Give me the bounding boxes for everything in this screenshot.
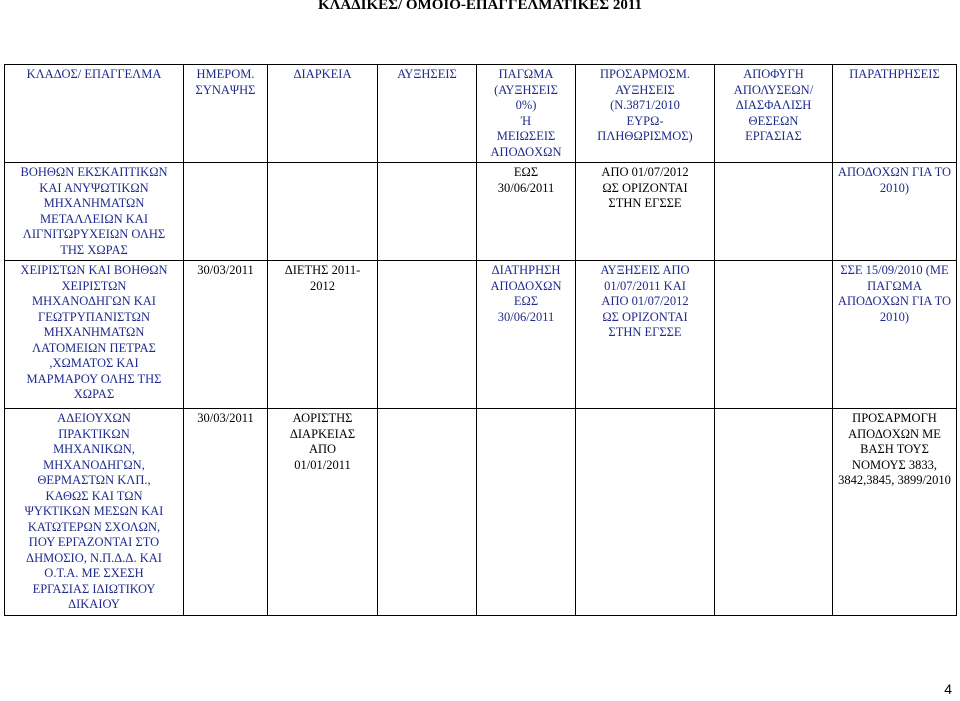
table-cell xyxy=(715,163,833,261)
table-cell: ΑΟΡΙΣΤΗΣ ΔΙΑΡΚΕΙΑΣ ΑΠΟ 01/01/2011 xyxy=(268,409,378,616)
table-cell: ΣΣΕ 15/09/2010 (ΜΕ ΠΑΓΩΜΑ ΑΠΟΔΟΧΩΝ ΓΙΑ ΤΟ 2010) xyxy=(833,261,957,409)
header-cell: ΑΥΞΗΣΕΙΣ xyxy=(378,65,477,163)
table-cell xyxy=(378,163,477,261)
table-row xyxy=(5,163,957,261)
header-cell: ΠΑΡΑΤΗΡΗΣΕΙΣ xyxy=(833,65,957,163)
header-cell: ΔΙΑΡΚΕΙΑ xyxy=(268,65,378,163)
table-cell xyxy=(715,409,833,616)
table-cell xyxy=(477,409,576,616)
page-title: ΚΛΑΔΙΚΕΣ/ ΟΜΟΙΟ-ΕΠΑΓΓΕΛΜΑΤΙΚΕΣ 2011 xyxy=(317,0,642,13)
table-cell: 30/03/2011 xyxy=(184,261,268,409)
header-cell: ΚΛΑΔΟΣ/ ΕΠΑΓΓΕΛΜΑ xyxy=(5,65,184,163)
table-cell: ΑΔΕΙΟΥΧΩΝ ΠΡΑΚΤΙΚΩΝ ΜΗΧΑΝΙΚΩΝ, ΜΗΧΑΝΟΔΗΓΩΝ, ΘΕΡΜΑΣΤΩΝ ΚΛΠ., ΚΑΘΩΣ ΚΑΙ ΤΩΝ ΨΥΚΤΙΚΩΝ ΜΕΣΩΝ ΚΑΙ ΚΑΤΩΤΕΡΩΝ ΣΧΟΛΩΝ, ΠΟΥ ΕΡΓΑΖΟΝΤΑΙ ΣΤΟ ΔΗΜΟΣΙΟ, Ν.Π.Δ.Δ. ΚΑΙ Ο.Τ.Α. ΜΕ ΣΧΕΣΗ ΕΡΓΑΣΙΑΣ ΙΔΙΩΤΙΚΟΥ ΔΙΚΑΙΟΥ xyxy=(5,409,184,616)
table-cell: ΒΟΗΘΩΝ ΕΚΣΚΑΠΤΙΚΩΝ ΚΑΙ ΑΝΥΨΩΤΙΚΩΝ ΜΗΧΑΝΗΜΑΤΩΝ ΜΕΤΑΛΛΕΙΩΝ ΚΑΙ ΛΙΓΝΙΤΩΡΥΧΕΙΩΝ ΟΛΗΣ ΤΗΣ ΧΩΡΑΣ xyxy=(5,163,184,261)
header-row xyxy=(5,65,957,163)
table-row xyxy=(5,261,957,409)
table-cell xyxy=(268,163,378,261)
table-row xyxy=(5,409,957,616)
table-cell: ΑΠΟΔΟΧΩΝ ΓΙΑ ΤΟ 2010) xyxy=(833,163,957,261)
header-cell: ΗΜΕΡΟΜ. ΣΥΝΑΨΗΣ xyxy=(184,65,268,163)
header-cell: ΠΑΓΩΜΑ (ΑΥΞΗΣΕΙΣ 0%) Ή ΜΕΙΩΣΕΙΣ ΑΠΟΔΟΧΩΝ xyxy=(477,65,576,163)
table-cell: ΑΠΟ 01/07/2012 ΩΣ ΟΡΙΖΟΝΤΑΙ ΣΤΗΝ ΕΓΣΣΕ xyxy=(576,163,715,261)
table-cell xyxy=(184,163,268,261)
header-cell: ΠΡΟΣΑΡΜΟΣΜ. ΑΥΞΗΣΕΙΣ (Ν.3871/2010 ΕΥΡΩ- ΠΛΗΘΩΡΙΣΜΟΣ) xyxy=(576,65,715,163)
table-cell xyxy=(715,261,833,409)
table-cell: ΑΥΞΗΣΕΙΣ ΑΠΟ 01/07/2011 ΚΑΙ ΑΠΟ 01/07/2012 ΩΣ ΟΡΙΖΟΝΤΑΙ ΣΤΗΝ ΕΓΣΣΕ xyxy=(576,261,715,409)
table-cell: ΔΙΑΤΗΡΗΣΗ ΑΠΟΔΟΧΩΝ ΕΩΣ 30/06/2011 xyxy=(477,261,576,409)
table-cell: 30/03/2011 xyxy=(184,409,268,616)
table-cell: ΧΕΙΡΙΣΤΩΝ ΚΑΙ ΒΟΗΘΩΝ ΧΕΙΡΙΣΤΩΝ ΜΗΧΑΝΟΔΗΓΩΝ ΚΑΙ ΓΕΩΤΡΥΠΑΝΙΣΤΩΝ ΜΗΧΑΝΗΜΑΤΩΝ ΛΑΤΟΜΕΙΩΝ ΠΕΤΡΑΣ ,ΧΩΜΑΤΟΣ ΚΑΙ ΜΑΡΜΑΡΟΥ ΟΛΗΣ ΤΗΣ ΧΩΡΑΣ xyxy=(5,261,184,409)
table-cell: ΕΩΣ 30/06/2011 xyxy=(477,163,576,261)
table-cell xyxy=(576,409,715,616)
agreements-table xyxy=(4,64,957,616)
header-cell: ΑΠΟΦΥΓΗ ΑΠΟΛΥΣΕΩΝ/ ΔΙΑΣΦΑΛΙΣΗ ΘΕΣΕΩΝ ΕΡΓΑΣΙΑΣ xyxy=(715,65,833,163)
table-cell xyxy=(378,409,477,616)
table-cell: ΠΡΟΣΑΡΜΟΓΗ ΑΠΟΔΟΧΩΝ ΜΕ ΒΑΣΗ ΤΟΥΣ ΝΟΜΟΥΣ 3833, 3842,3845, 3899/2010 xyxy=(833,409,957,616)
table-cell xyxy=(378,261,477,409)
table-cell: ΔΙΕΤΗΣ 2011- 2012 xyxy=(268,261,378,409)
page-number: 4 xyxy=(944,681,952,697)
